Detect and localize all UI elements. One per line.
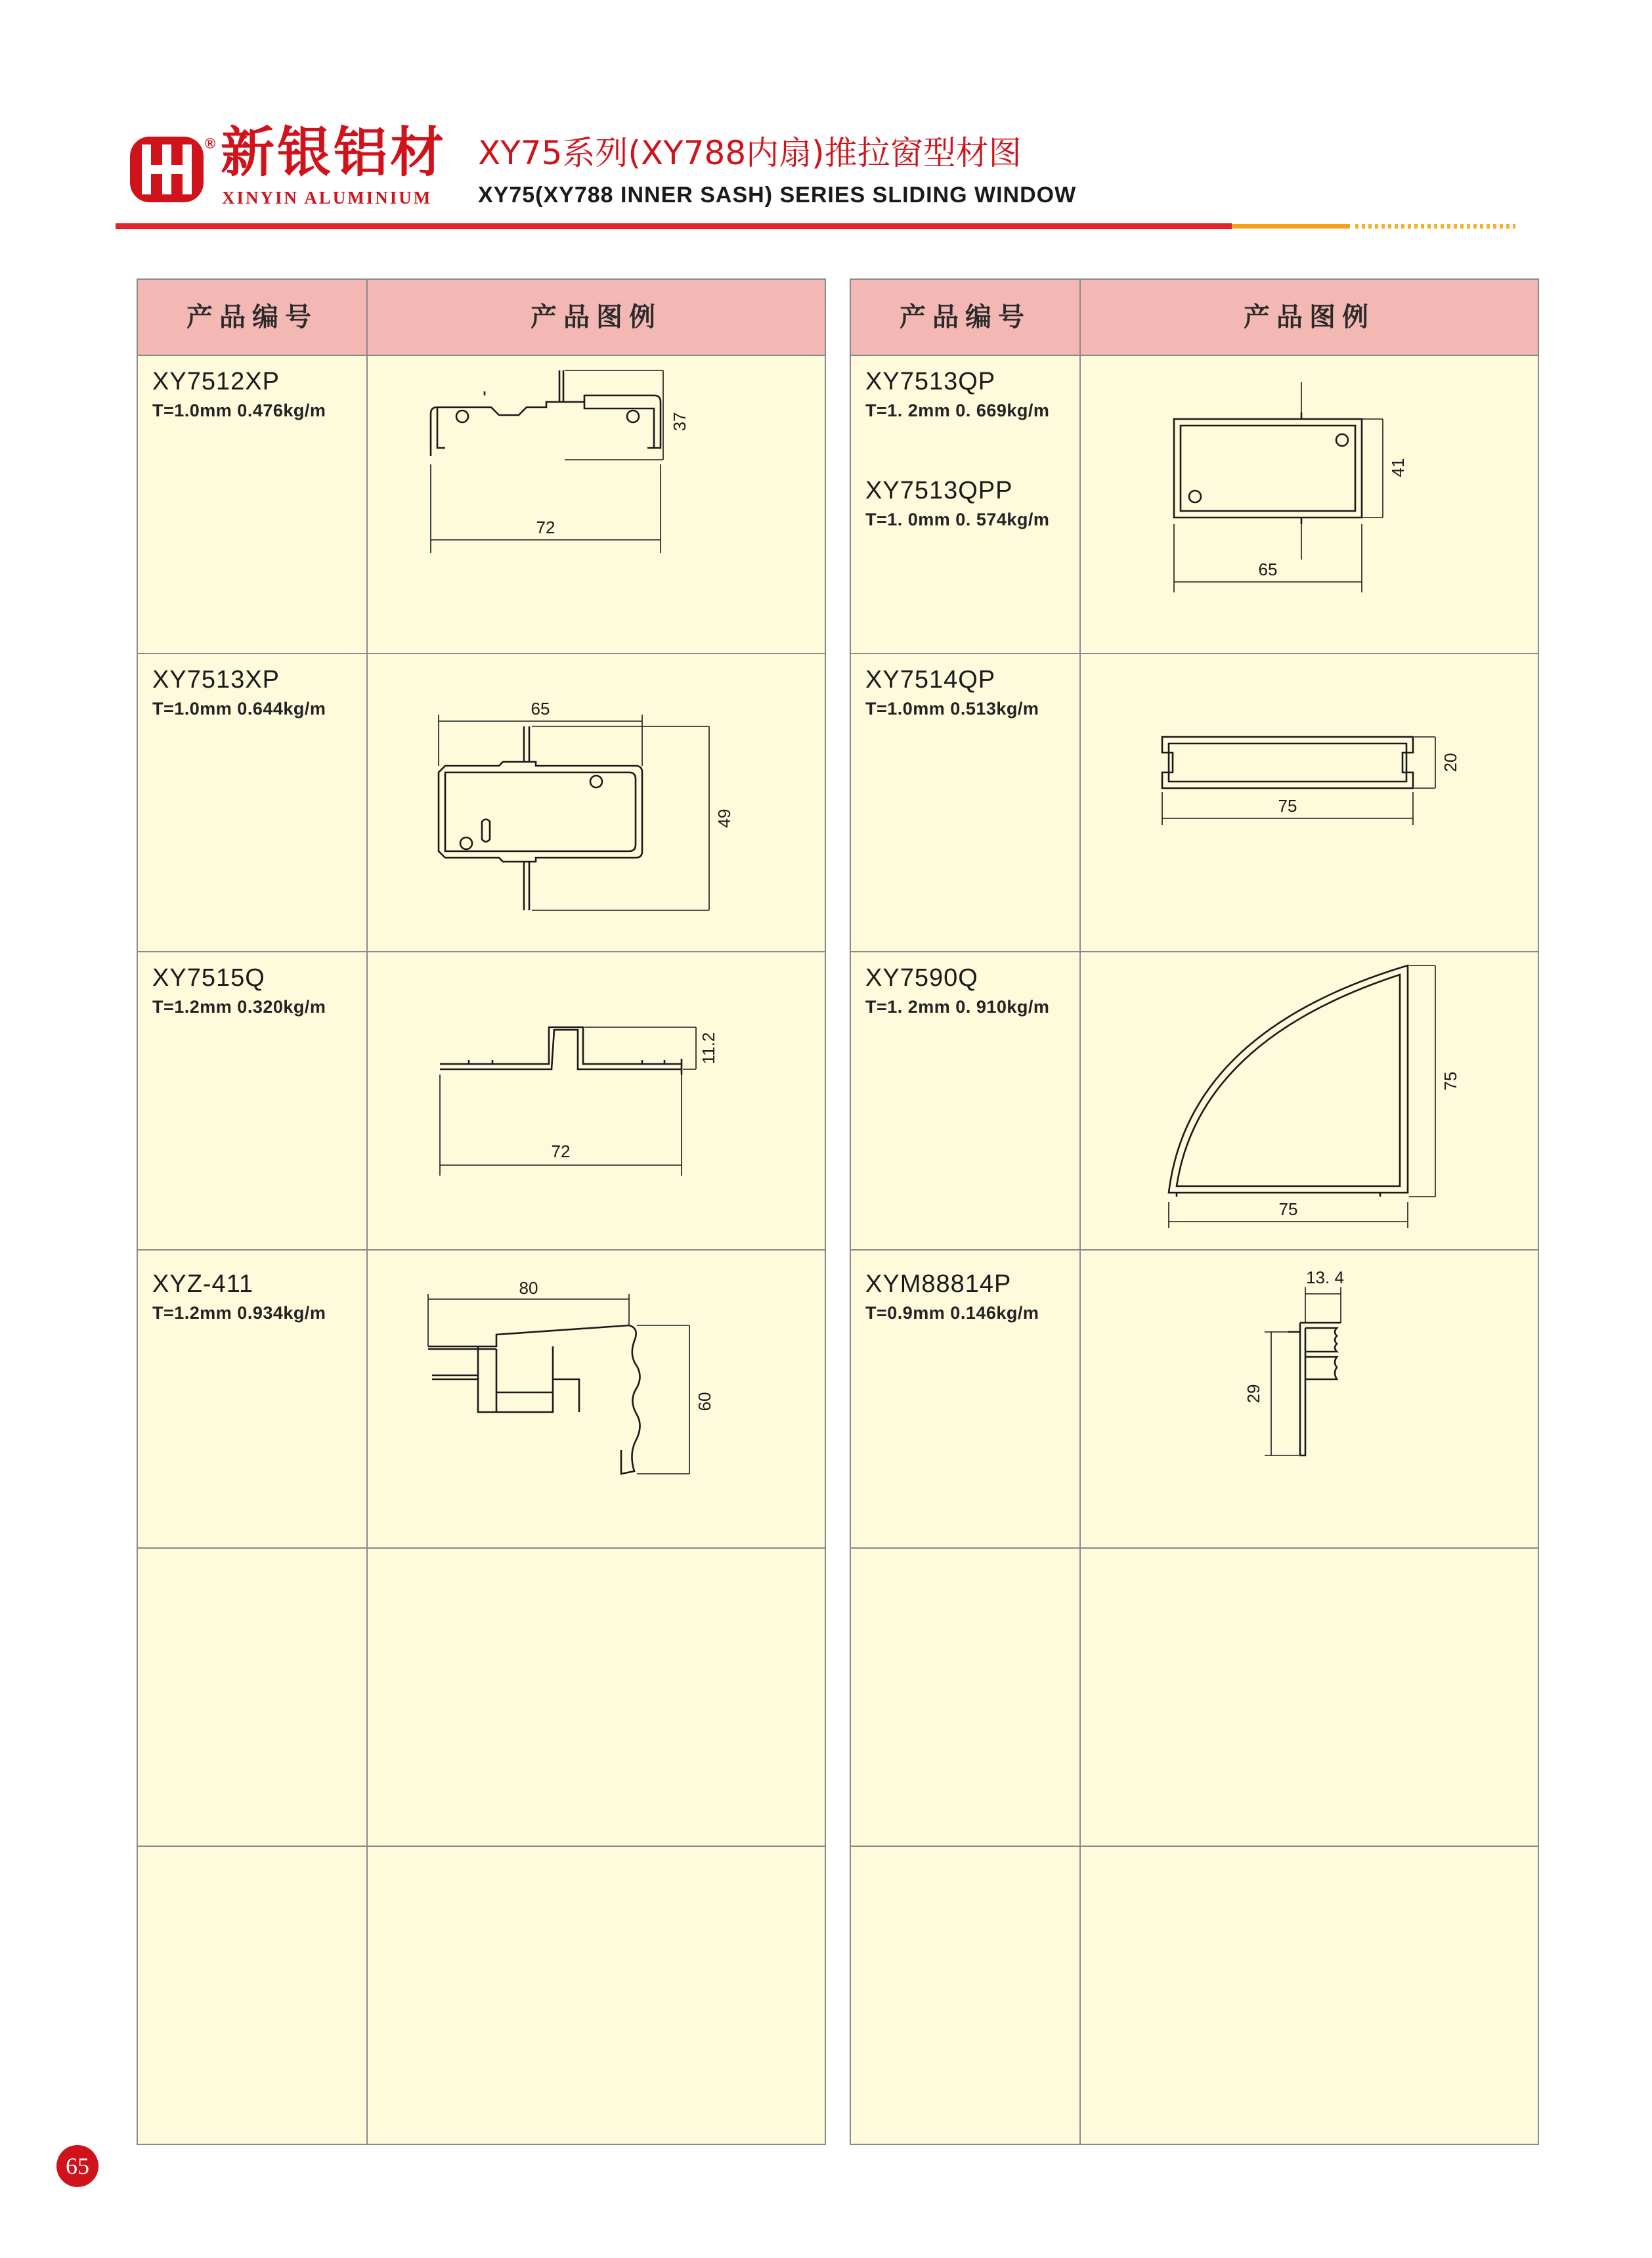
table-header <box>138 280 825 356</box>
table-row <box>138 1251 825 1549</box>
product-code: XY7590Q <box>865 964 978 992</box>
profile-shape <box>440 1027 682 1074</box>
product-spec: T=1. 2mm 0. 910kg/m <box>865 997 1050 1017</box>
table-row <box>138 952 825 1251</box>
table-row <box>851 1847 1538 2145</box>
table-row <box>851 356 1538 654</box>
table-row <box>851 1251 1538 1549</box>
dimension-label: 20 <box>1441 753 1460 772</box>
right-product-table <box>850 278 1539 2145</box>
dimension-label: 72 <box>536 518 555 537</box>
dimension-lines <box>1174 382 1383 592</box>
page-number-badge: 65 <box>56 2145 98 2187</box>
dimension-label: 80 <box>519 1278 538 1298</box>
profile-drawing <box>1081 654 1539 950</box>
column-header-code: 产品编号 <box>186 302 318 332</box>
page-title-cn: XY75系列(XY788内扇)推拉窗型材图 <box>478 134 1022 172</box>
profile-shape <box>1174 412 1362 524</box>
profile-shape <box>428 1325 640 1474</box>
dimension-lines <box>439 715 709 910</box>
dimension-label: 13. 4 <box>1306 1268 1344 1287</box>
left-product-table <box>137 278 826 2145</box>
product-spec: T=1. 2mm 0. 669kg/m <box>865 401 1050 420</box>
brand-name-cn: 新银铝材 <box>221 122 447 184</box>
dimension-label: 60 <box>695 1392 714 1411</box>
dimension-label: 72 <box>551 1141 571 1161</box>
profile-drawing <box>1081 1251 1539 1546</box>
profile-drawing <box>368 654 826 950</box>
xinyin-logo-icon <box>129 131 205 208</box>
table-row <box>138 1549 825 1847</box>
dimension-label: 49 <box>714 808 734 828</box>
profile-shape <box>1162 737 1413 788</box>
product-spec: T=1.0mm 0.476kg/m <box>152 401 326 420</box>
table-header <box>851 280 1538 356</box>
product-code: XY7512XP <box>152 368 280 395</box>
product-spec: T=1.0mm 0.644kg/m <box>152 699 326 719</box>
header-rule-orange <box>1232 224 1350 229</box>
product-spec: T=0.9mm 0.146kg/m <box>865 1303 1039 1323</box>
table-row <box>851 1549 1538 1847</box>
profile-shape <box>431 370 661 456</box>
profile-drawing <box>368 952 826 1248</box>
column-header-code: 产品编号 <box>900 302 1031 332</box>
product-spec: T=1.0mm 0.513kg/m <box>865 699 1039 719</box>
dimension-lines <box>428 1294 689 1474</box>
product-spec-alt: T=1. 0mm 0. 574kg/m <box>865 510 1050 529</box>
dimension-label: 75 <box>1278 796 1297 816</box>
profile-drawing <box>368 356 826 652</box>
header-rule-dotted <box>1355 224 1515 229</box>
table-row <box>851 654 1538 952</box>
product-code: XY7513XP <box>152 666 280 694</box>
profile-drawing <box>368 1251 826 1546</box>
dimension-label: 65 <box>1258 560 1278 579</box>
product-code: XY7513QP <box>865 368 996 395</box>
dimension-label: 37 <box>670 412 689 432</box>
profile-drawing <box>1081 356 1539 652</box>
product-code: XYM88814P <box>865 1270 1012 1298</box>
table-row <box>851 952 1538 1251</box>
page-title-en: XY75(XY788 INNER SASH) SERIES SLIDING WINDOW <box>478 183 1077 208</box>
table-row <box>138 654 825 952</box>
dimension-label: 41 <box>1388 458 1408 477</box>
table-row <box>138 1847 825 2145</box>
profile-shape <box>1169 965 1408 1197</box>
dimension-label: 75 <box>1278 1199 1298 1219</box>
table-row <box>138 356 825 654</box>
dimension-label: 11.2 <box>699 1032 718 1065</box>
product-spec: T=1.2mm 0.934kg/m <box>152 1303 326 1323</box>
product-code: XY7514QP <box>865 666 996 694</box>
product-spec: T=1.2mm 0.320kg/m <box>152 997 326 1017</box>
header-rule-red <box>116 223 1232 229</box>
dimension-lines <box>1169 965 1435 1228</box>
product-code-alt: XY7513QPP <box>865 477 1013 504</box>
profile-shape <box>439 726 642 910</box>
brand-name-en: XINYIN ALUMINIUM <box>222 188 433 208</box>
dimension-label: 29 <box>1244 1384 1263 1404</box>
dimension-label: 75 <box>1441 1071 1460 1091</box>
dimension-label: 65 <box>531 699 550 719</box>
profile-shape <box>1288 1323 1341 1455</box>
registered-mark-icon: ® <box>205 135 216 152</box>
product-code: XYZ-411 <box>152 1270 254 1298</box>
dimension-lines <box>1265 1287 1341 1455</box>
product-code: XY7515Q <box>152 964 265 992</box>
column-header-figure: 产品图例 <box>1244 302 1375 332</box>
profile-drawing <box>1081 952 1539 1248</box>
column-header-figure: 产品图例 <box>531 302 662 332</box>
